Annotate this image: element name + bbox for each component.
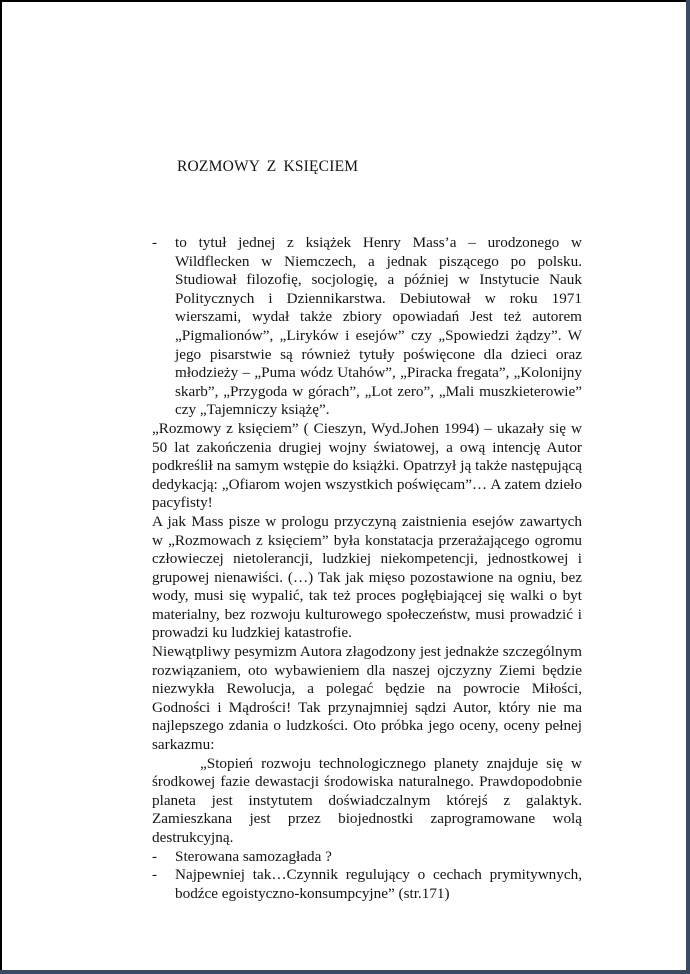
paragraph-pessimism: Niewątpliwy pesymizm Autora złagodzony jest jednakże szczególnym rozwiązaniem, oto wybawieniem dla naszej ojczyzny Ziemi będzie niezwykła Rewolucja, a polegać będzie na powrocie Miłości, Godności i Mądrości! Tak przynajmniej sądzi Autor, który nie ma najlepszego zdania o ludzkości. Oto próbka jego oceny, oceny pełnej sarkazmu: — [152, 643, 582, 754]
list-dash: - — [152, 234, 158, 251]
page-shadow-bottom — [0, 970, 690, 974]
page-shadow-right — [686, 0, 690, 974]
quote-paragraph: „Stopień rozwoju technologicznego planety znajduje się w środkowej fazie dewastacji środowiska naturalnego. Prawdopodobnie planeta jest instytutem doświadczalnym którejś z galaktyk. Zamieszkana jest przez biojednostki zaprogramowane wolą destrukcyjną. — [152, 754, 582, 846]
document-body — [152, 234, 582, 903]
dialogue-item — [152, 848, 582, 867]
dialogue-item — [152, 866, 582, 903]
document-title: ROZMOWY Z KSIĘCIEM — [177, 158, 359, 175]
paragraph-publication: „Rozmowy z księciem” ( Cieszyn, Wyd.Johen 1994) – ukazały się w 50 lat zakończenia drugiej wojny światowej, a ową intencję Autor podkreślił na samym wstępie do książki. Opatrzył ją także następującą dedykacją: „Ofiarom wojen wszystkich poświęcam”… A zatem dzieło pacyfisty! — [152, 419, 582, 512]
intro-text: to tytuł jednej z książek Henry Mass’a – urodzonego w Wildflecken w Niemczech, a jednak piszącego po polsku. Studiował filozofię, socjologię, a później w Instytucie Nauk Politycznych i Dziennikarstwa. Debiutował w roku 1971 wierszami, wydał także zbiory opowiadań Jest też autorem „Pigmalionów”, „Liryków i esejów” czy „Spowiedzi żądzy”. W jego pisarstwie są również tytuły poświęcone dla dzieci oraz młodzieży – „Puma wódz Utahów”, „Piracka fregata”, „Kolonijny skarb”, „Przygoda w górach”, „Lot zero”, „Mali muszkieterowie” czy „Tajemniczy książę”. — [175, 234, 582, 419]
dialogue-text: Najpewniej tak…Czynnik regulujący o cechach prymitywnych, bodźce egoistyczno-konsumpcyjne” (str.171) — [175, 866, 582, 902]
intro-list-item — [152, 234, 582, 420]
list-dash: - — [152, 866, 158, 884]
paragraph-prologue: A jak Mass pisze w prologu przyczyną zaistnienia esejów zawartych w „Rozmowach z księciem” była konstatacja przerażającego ogromu człowieczej nietolerancji, ludzkiej niekompetencji, jednostkowej i grupowej nienawiści. (…) Tak jak mięso pozostawione na ogniu, bez wody, musi się wypalić, tak też proces pogłębiającej się walki o byt materialny, bez rozwoju kulturowego społeczeństw, musi prowadzić i prowadzi ku ludzkiej katastrofie. — [152, 512, 582, 642]
dialogue-text: Sterowana samozagłada ? — [175, 847, 332, 865]
list-dash: - — [152, 847, 158, 865]
